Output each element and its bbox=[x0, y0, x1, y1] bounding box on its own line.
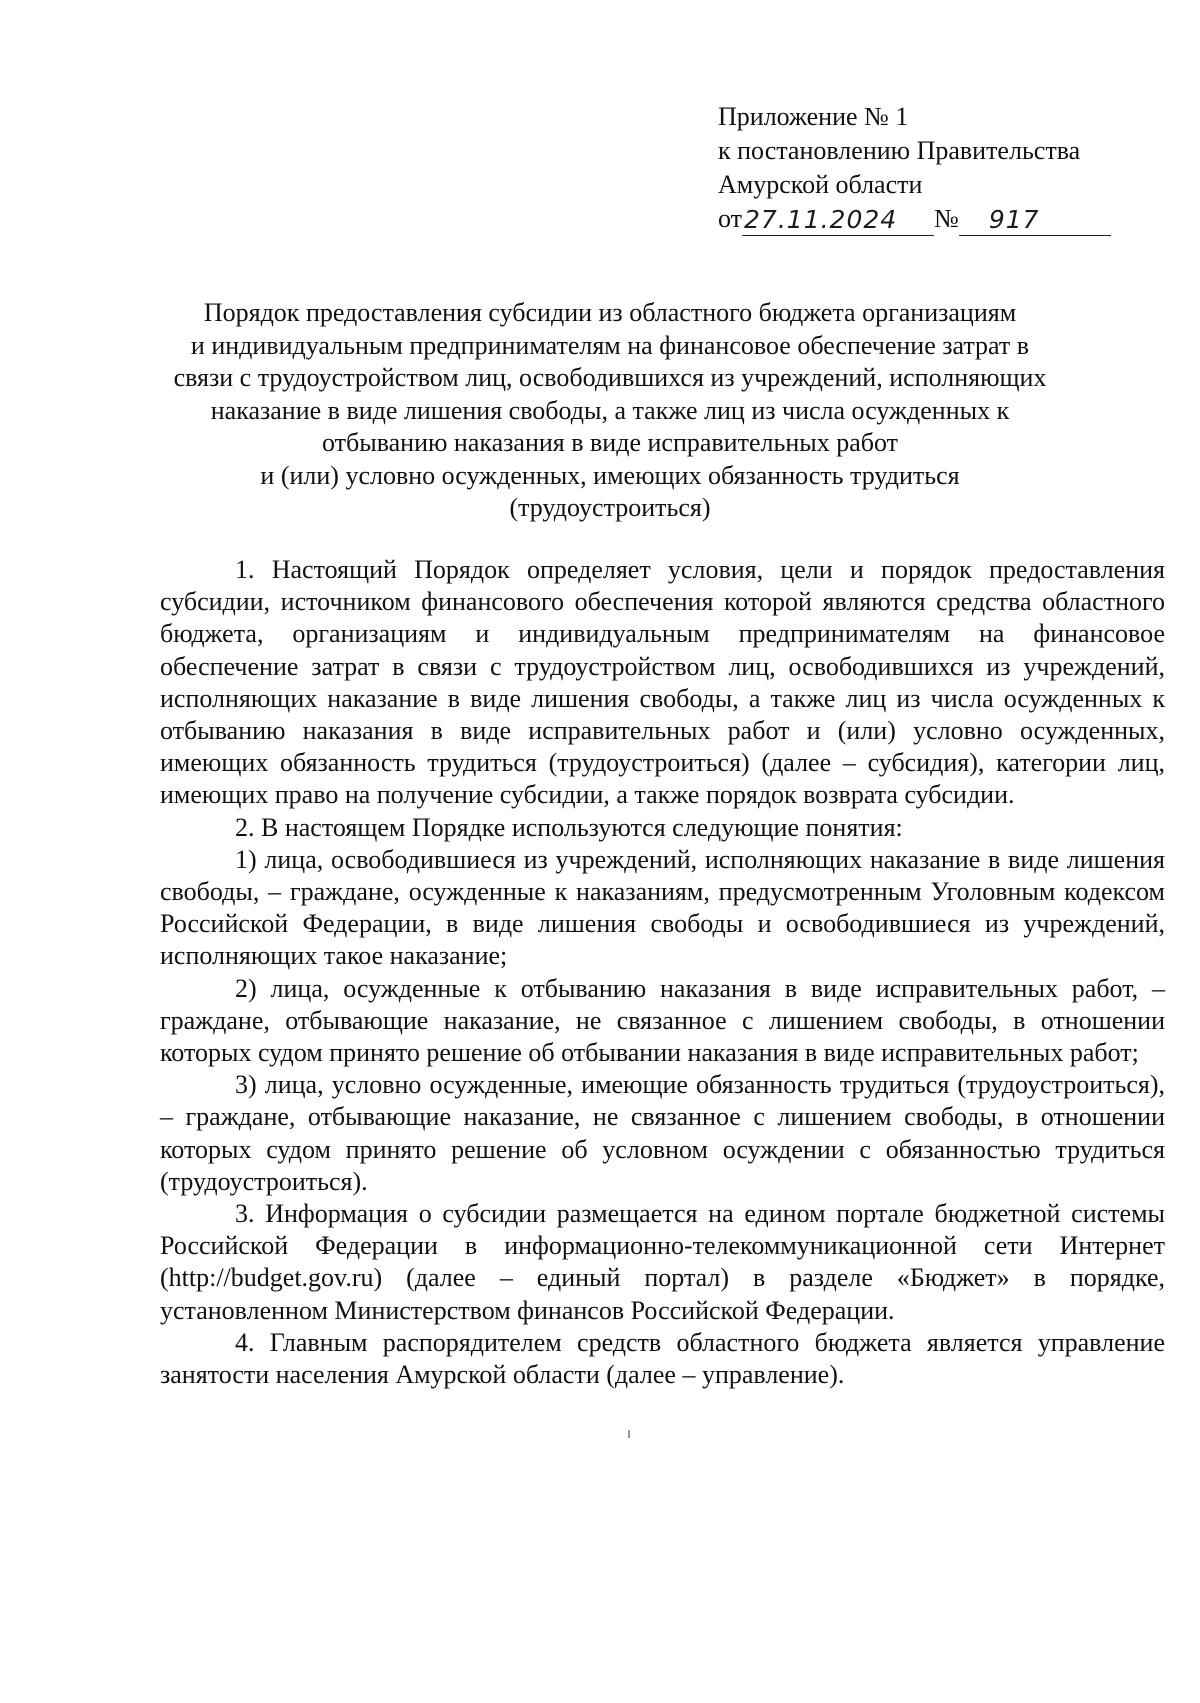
paragraph-4: 4. Главным распорядителем средств областного бюджета является управление занятости населения Амурской области (далее – управление). bbox=[160, 1327, 1165, 1390]
paragraph-3: 3. Информация о субсидии размещается на едином портале бюджетной системы Российской Федерации в информационно-телекоммуникационной сети Интернет (http://budget.gov.ru) (далее – единый портал) в разделе «Бюджет» в порядке, установленном Министерством финансов Российской Федерации. bbox=[160, 1199, 1165, 1325]
appendix-region: Амурской области bbox=[718, 170, 923, 199]
title-line: и (или) условно осужденных, имеющих обязанность трудиться bbox=[260, 460, 960, 490]
document-body bbox=[160, 554, 1165, 1391]
title-line: и индивидуальным предпринимателям на финансовое обеспечение затрат в bbox=[190, 330, 1030, 360]
title-line: отбыванию наказания в виде исправительных работ bbox=[321, 428, 898, 457]
paragraph-2-item-2: 2) лица, осужденные к отбыванию наказания в виде исправительных работ, – граждане, отбывающие наказание, не связанное с лишением свободы, в отношении которых судом принято решение об отбывании наказания в виде исправительных работ; bbox=[160, 973, 1165, 1068]
from-label: от bbox=[718, 204, 743, 233]
appendix-date-line bbox=[718, 202, 1138, 236]
handwritten-date: 27.11.2024 bbox=[742, 205, 934, 236]
title-line: связи с трудоустройством лиц, освободившихся из учреждений, исполняющих bbox=[173, 363, 1047, 392]
paragraph-2: 2. В настоящем Порядке используются следующие понятия: bbox=[235, 812, 903, 842]
appendix-decree: к постановлению Правительства bbox=[718, 136, 1081, 165]
title-line: Порядок предоставления субсидии из областного бюджета организациям bbox=[203, 298, 1017, 327]
title-line: (трудоустроиться) bbox=[509, 493, 711, 522]
paragraph-2-item-3: 3) лица, условно осужденные, имеющие обязанность трудиться (трудоустроиться), – граждане, отбывающие наказание, не связанное с лишением свободы, в отношении которых судом принято решение об условном осуждении с обязанностью трудиться (трудоустроиться). bbox=[160, 1070, 1165, 1196]
handwritten-number: 917 bbox=[959, 205, 1111, 236]
scan-speck bbox=[628, 1430, 630, 1438]
appendix-number: Приложение № 1 bbox=[718, 102, 909, 131]
paragraph-2-item-1: 1) лица, освободившиеся из учреждений, исполняющих наказание в виде лишения свободы, – граждане, осужденные к наказаниям, предусмотренным Уголовным кодексом Российской Федерации, в виде лишения свободы и освободившиеся из учреждений, исполняющих такое наказание; bbox=[160, 844, 1165, 971]
title-line: наказание в виде лишения свободы, а также лиц из числа осужденных к bbox=[210, 395, 1010, 425]
paragraph-1: 1. Настоящий Порядок определяет условия, цели и порядок предоставления субсидии, источником финансового обеспечения которой являются средства областного бюджета, организациям и индивидуальным предпринимателям на финансовое обеспечение затрат в связи с трудоустройством лиц, освободившихся из учреждений, исполняющих наказание в виде лишения свободы, а также лиц из числа осужденных к отбыванию наказания в виде исправительных работ и (или) условно осужденных, имеющих обязанность трудиться (трудоустроиться) (далее – субсидия), категории лиц, имеющих право на получение субсидии, а также порядок возврата субсидии. bbox=[160, 555, 1165, 810]
document-title bbox=[140, 297, 1080, 525]
appendix-header bbox=[718, 100, 1138, 236]
number-label: № bbox=[934, 204, 959, 233]
